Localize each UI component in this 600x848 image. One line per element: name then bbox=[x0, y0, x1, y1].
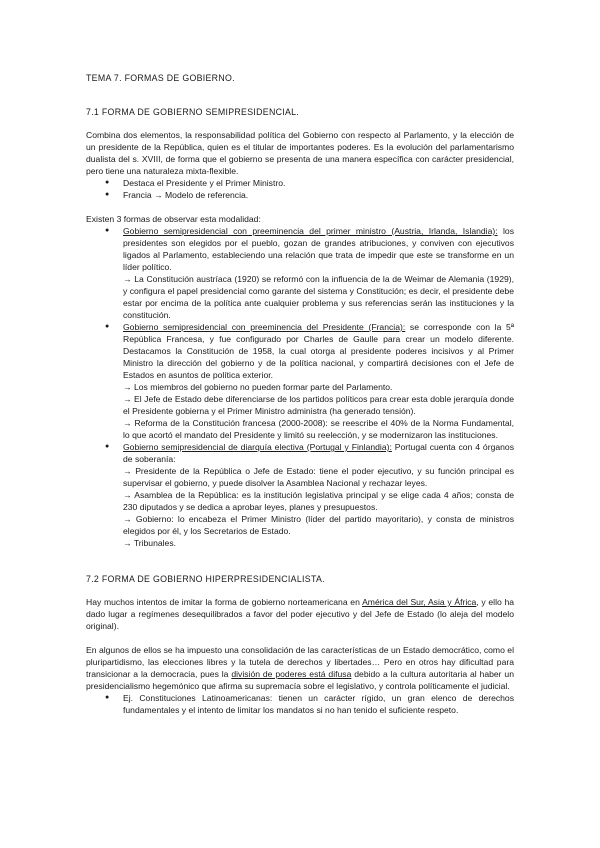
mode-title: Gobierno semipresidencial de diarquía electiva (Portugal y Finlandia): bbox=[123, 442, 392, 452]
document-page bbox=[86, 64, 514, 716]
mode-sub: → Reforma de la Constitución francesa (2000-2008): se reescribe el 40% de la Norma Fundamental, lo que acortó el mandato del Presidente y limitó su reelección, y se modernizaron las instituciones. bbox=[123, 418, 514, 440]
mode-title: Gobierno semipresidencial con preeminencia del primer ministro (Austria, Irlanda, Islandia): bbox=[123, 226, 498, 236]
underlined-division: división de poderes está difusa bbox=[231, 669, 352, 679]
underlined-regions: América del Sur, Asia y África bbox=[362, 597, 477, 607]
mode-sub: → Presidente de la República o Jefe de Estado: tiene el poder ejecutivo, y su función principal es supervisar el gobierno, y puede disolver la Asamblea Nacional y rechazar leyes. bbox=[123, 466, 514, 488]
bullet-icon: ● bbox=[105, 694, 110, 701]
mode-text: Portugal cuenta con 4 órganos de soberanía: bbox=[123, 442, 514, 464]
mode-sub: → Tribunales. bbox=[123, 538, 177, 548]
bullet-icon: ● bbox=[105, 179, 110, 186]
bullet-icon: ● bbox=[105, 323, 110, 330]
mode-sub: → El Jefe de Estado debe diferenciarse de los partidos políticos para crear esta doble jerarquía donde el Presidente gobierna y el Primer Ministro administra (ha generado tensión). bbox=[123, 394, 514, 416]
list-item bbox=[86, 441, 514, 549]
modalities-list bbox=[86, 225, 514, 549]
list-item: ● Francia → Modelo de referencia. bbox=[105, 190, 249, 200]
mode-sub: → Gobierno: lo encabeza el Primer Ministro (líder del partido mayoritario), y consta de ministros elegidos por él, y los Secretarios de Estado. bbox=[123, 514, 514, 536]
mode-sub: → Los miembros del gobierno no pueden formar parte del Parlamento. bbox=[123, 382, 393, 392]
section-7-2-bullets bbox=[86, 692, 514, 716]
mode-sub: → La Constitución austríaca (1920) se reformó con la influencia de la de Weimar de Alemania (1929), y configura el papel presidencial como garante del sistema y Constitución; es decir, el presidente debe estar por encima de la política ante cualquier problema y sus referencias serán las instituciones y la constitución. bbox=[123, 274, 514, 320]
section-7-2-heading: 7.2 FORMA DE GOBIERNO HIPERPRESIDENCIALISTA. bbox=[86, 574, 325, 584]
mode-text: los presidentes son elegidos por el pueblo, gozan de grandes atribuciones, y conviven con ejecutivos ligados al Parlamento, estableciendo una relación que trata de impedir que este se transforme en un líder político. bbox=[123, 226, 515, 272]
section-7-2-paragraph-2: En algunos de ellos se ha impuesto una consolidación de las características de un Estado democrático, como el pluripartidismo, las elecciones libres y la tutela de derechos y libertades… Pero en otros hay dificultad para transicionar a la democracia, pues la división de poderes está difusa debido a la cultura autoritaria al haber un presidencialismo hegemónico que afirma su supremacía sobre el legislativo, y controla políticamente el judicial. bbox=[86, 645, 514, 691]
bullet-icon: ● bbox=[105, 191, 110, 198]
list-item bbox=[86, 321, 514, 441]
section-7-1-bullets bbox=[86, 177, 514, 201]
mode-sub: → Asamblea de la República: es la institución legislativa principal y se elige cada 4 años; consta de 230 diputados y se dedica a aprobar leyes, planes y presupuestos. bbox=[123, 490, 514, 512]
modalities-intro: Existen 3 formas de observar esta modalidad: bbox=[86, 214, 261, 224]
list-item: ● Ej. Constituciones Latinoamericanas: tienen un carácter rígido, un gran elenco de derechos fundamentales y el intento de limitar los mandatos si no han tenido el suficiente respeto. bbox=[105, 693, 514, 715]
list-item bbox=[86, 225, 514, 321]
list-item: ● Destaca el Presidente y el Primer Ministro. bbox=[105, 178, 286, 188]
bullet-icon: ● bbox=[105, 227, 110, 234]
section-7-1-intro: Combina dos elementos, la responsabilidad política del Gobierno con respecto al Parlamento, y la elección de un presidente de la República, quien es el titular de importantes poderes. Es la evolución del parlamentarismo dualista del s. XVIII, de forma que el gobierno se presenta de una manera específica con carácter presidencial, pero tiene una naturaleza mixta-flexible. bbox=[86, 130, 514, 176]
mode-text: se corresponde con la 5ª República Francesa, y fue configurado por Charles de Gaulle para crear un modelo diferente. Destacamos la Constitución de 1958, la cual otorga al presidente poderes incisivos y al Primer Ministro la dirección del gobierno y de la política nacional, y compartirá decisiones con el Jefe de Estados en asuntos de política exterior. bbox=[123, 322, 515, 380]
mode-title: Gobierno semipresidencial con preeminencia del Presidente (Francia): bbox=[123, 322, 406, 332]
bullet-icon: ● bbox=[105, 443, 110, 450]
section-7-1-heading: 7.1 FORMA DE GOBIERNO SEMIPRESIDENCIAL. bbox=[86, 107, 300, 117]
document-title: TEMA 7. FORMAS DE GOBIERNO. bbox=[86, 73, 235, 83]
section-7-2-paragraph-1: Hay muchos intentos de imitar la forma de gobierno norteamericana en América del Sur, Asia y África, y ello ha dado lugar a regímenes desequilibrados a favor del poder ejecutivo y del Jefe de Estado (lo aleja del modelo original). bbox=[86, 597, 514, 631]
